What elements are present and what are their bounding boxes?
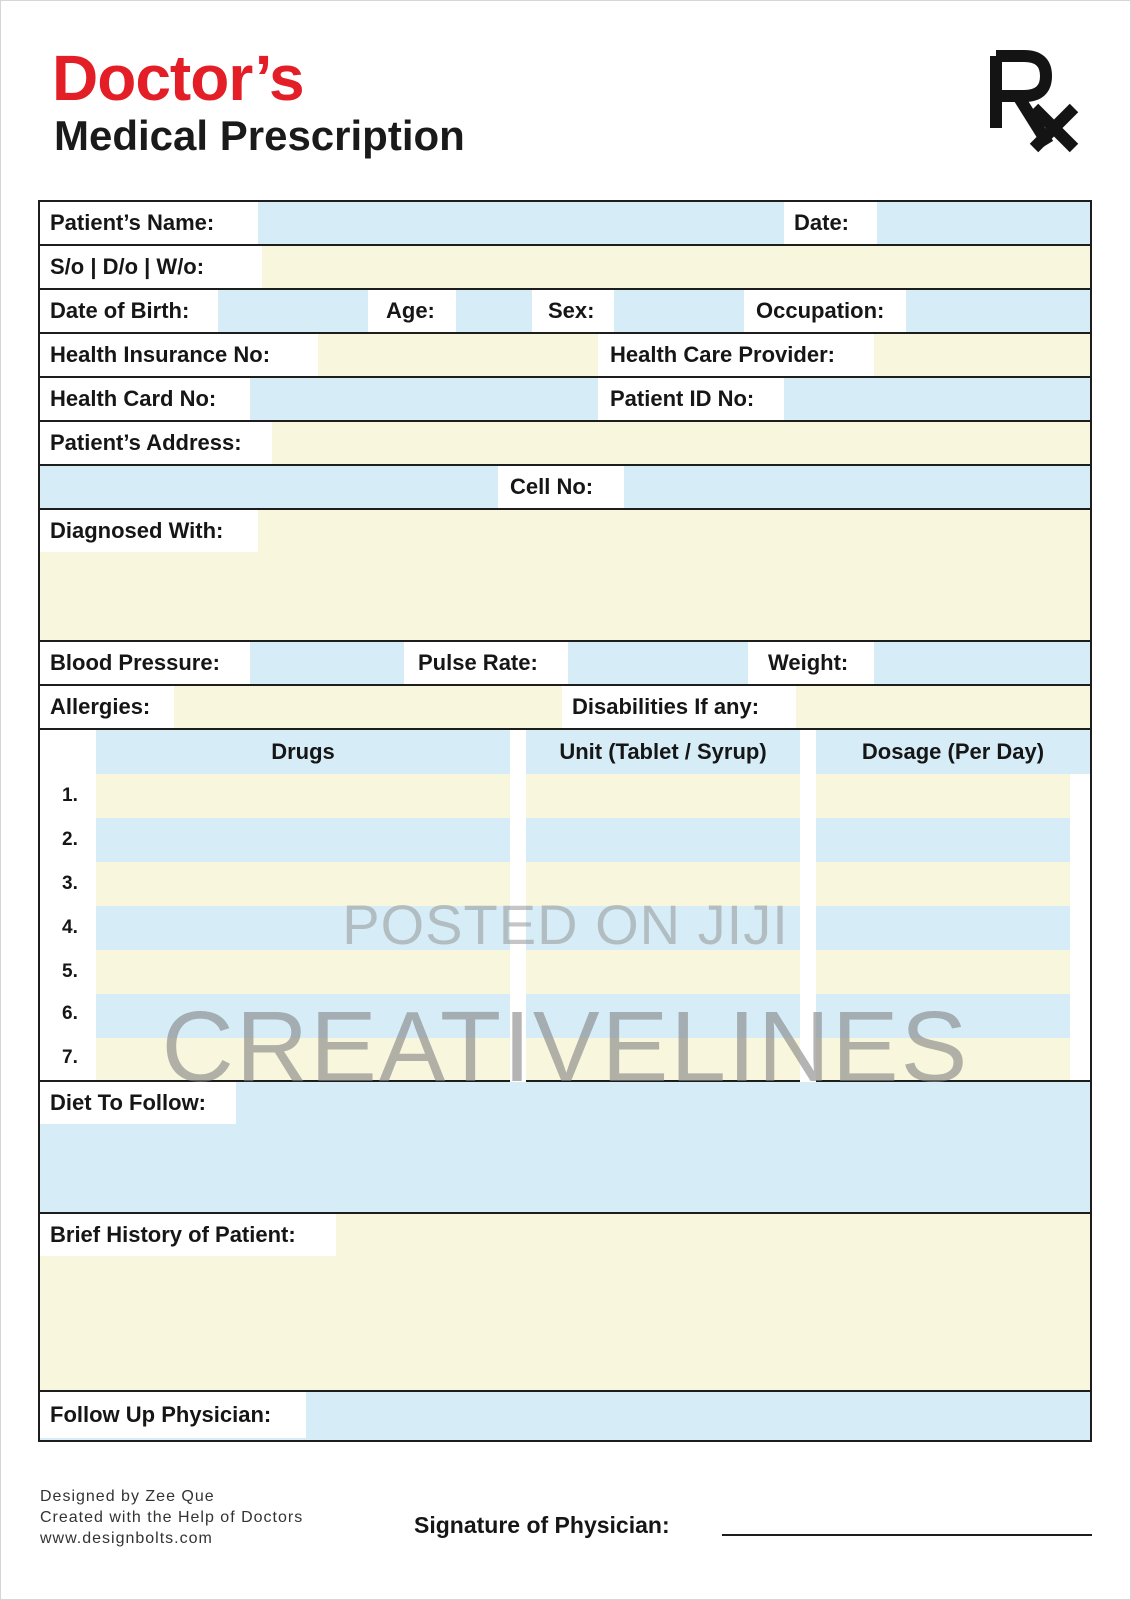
row-number: 2.	[62, 829, 78, 850]
blood-pressure-label: Blood Pressure:	[40, 642, 250, 684]
date-field[interactable]	[877, 202, 1090, 244]
medical-prescription-subtitle: Medical Prescription	[54, 112, 465, 159]
row-patient-name	[40, 202, 1090, 246]
followup-label: Follow Up Physician:	[40, 1392, 306, 1438]
row-number: 7.	[62, 1047, 78, 1068]
pulse-rate-label: Pulse Rate:	[404, 642, 568, 684]
patient-name-field[interactable]	[258, 202, 784, 244]
row-number: 5.	[62, 961, 78, 982]
health-card-label: Health Card No:	[40, 378, 250, 420]
address-continued-field[interactable]	[40, 466, 498, 508]
rx-icon	[990, 48, 1080, 158]
watermark-posted: POSTED ON JIJI	[342, 893, 789, 956]
dosage-header: Dosage (Per Day)	[816, 730, 1090, 774]
credit-help: Created with the Help of Doctors	[40, 1509, 304, 1526]
date-label: Date:	[784, 202, 877, 244]
row-address	[40, 422, 1090, 466]
row-birth	[40, 290, 1090, 334]
address-field[interactable]	[272, 422, 1090, 464]
allergies-label: Allergies:	[40, 686, 174, 728]
weight-label: Weight:	[748, 642, 874, 684]
prescription-form	[38, 200, 1092, 1442]
row-number: 1.	[62, 785, 78, 806]
drug-row-1[interactable]	[96, 774, 1070, 818]
disabilities-field[interactable]	[796, 686, 1090, 728]
drugs-header: Drugs	[96, 730, 510, 774]
occupation-field[interactable]	[906, 290, 1090, 332]
history-label: Brief History of Patient:	[40, 1214, 336, 1256]
drug-row-2[interactable]	[96, 818, 1070, 862]
row-insurance	[40, 334, 1090, 378]
signature-label: Signature of Physician:	[414, 1512, 670, 1538]
patient-id-field[interactable]	[784, 378, 1090, 420]
row-health-card	[40, 378, 1090, 422]
diet-label: Diet To Follow:	[40, 1082, 236, 1124]
doctors-title: Doctor’s	[52, 42, 304, 114]
row-vitals	[40, 642, 1090, 686]
watermark-creativelines: CREATIVELINES	[161, 991, 970, 1103]
row-cell	[40, 466, 1090, 510]
row-number: 3.	[62, 873, 78, 894]
credits	[40, 1486, 303, 1549]
sex-field[interactable]	[614, 290, 744, 332]
row-relation	[40, 246, 1090, 290]
credit-designer: Designed by Zee Que	[40, 1488, 215, 1505]
occupation-label: Occupation:	[744, 290, 906, 332]
weight-field[interactable]	[874, 642, 1090, 684]
insurance-field[interactable]	[318, 334, 598, 376]
sex-label: Sex:	[532, 290, 614, 332]
provider-label: Health Care Provider:	[598, 334, 874, 376]
row-number: 4.	[62, 917, 78, 938]
blood-pressure-field[interactable]	[250, 642, 404, 684]
row-allergies	[40, 686, 1090, 730]
cell-label: Cell No:	[498, 466, 624, 508]
insurance-label: Health Insurance No:	[40, 334, 318, 376]
patient-id-label: Patient ID No:	[598, 378, 784, 420]
row-followup	[40, 1392, 1090, 1440]
row-number: 6.	[62, 1003, 78, 1024]
allergies-field[interactable]	[174, 686, 562, 728]
dob-field[interactable]	[218, 290, 368, 332]
patient-name-label: Patient’s Name:	[40, 202, 258, 244]
relation-label: S/o | D/o | W/o:	[40, 246, 262, 288]
signature-line[interactable]	[722, 1534, 1092, 1536]
diagnosed-label: Diagnosed With:	[40, 510, 258, 552]
credit-website: www.designbolts.com	[40, 1530, 213, 1547]
provider-field[interactable]	[874, 334, 1090, 376]
relation-field[interactable]	[262, 246, 1090, 288]
disabilities-label: Disabilities If any:	[562, 686, 796, 728]
row-history[interactable]	[40, 1214, 1090, 1392]
age-field[interactable]	[456, 290, 532, 332]
dob-label: Date of Birth:	[40, 290, 218, 332]
pulse-rate-field[interactable]	[568, 642, 748, 684]
health-card-field[interactable]	[250, 378, 598, 420]
cell-field[interactable]	[624, 466, 1090, 508]
age-label: Age:	[368, 290, 456, 332]
address-label: Patient’s Address:	[40, 422, 272, 464]
followup-field[interactable]	[306, 1392, 1090, 1438]
unit-header: Unit (Tablet / Syrup)	[526, 730, 800, 774]
row-diagnosed[interactable]	[40, 510, 1090, 642]
